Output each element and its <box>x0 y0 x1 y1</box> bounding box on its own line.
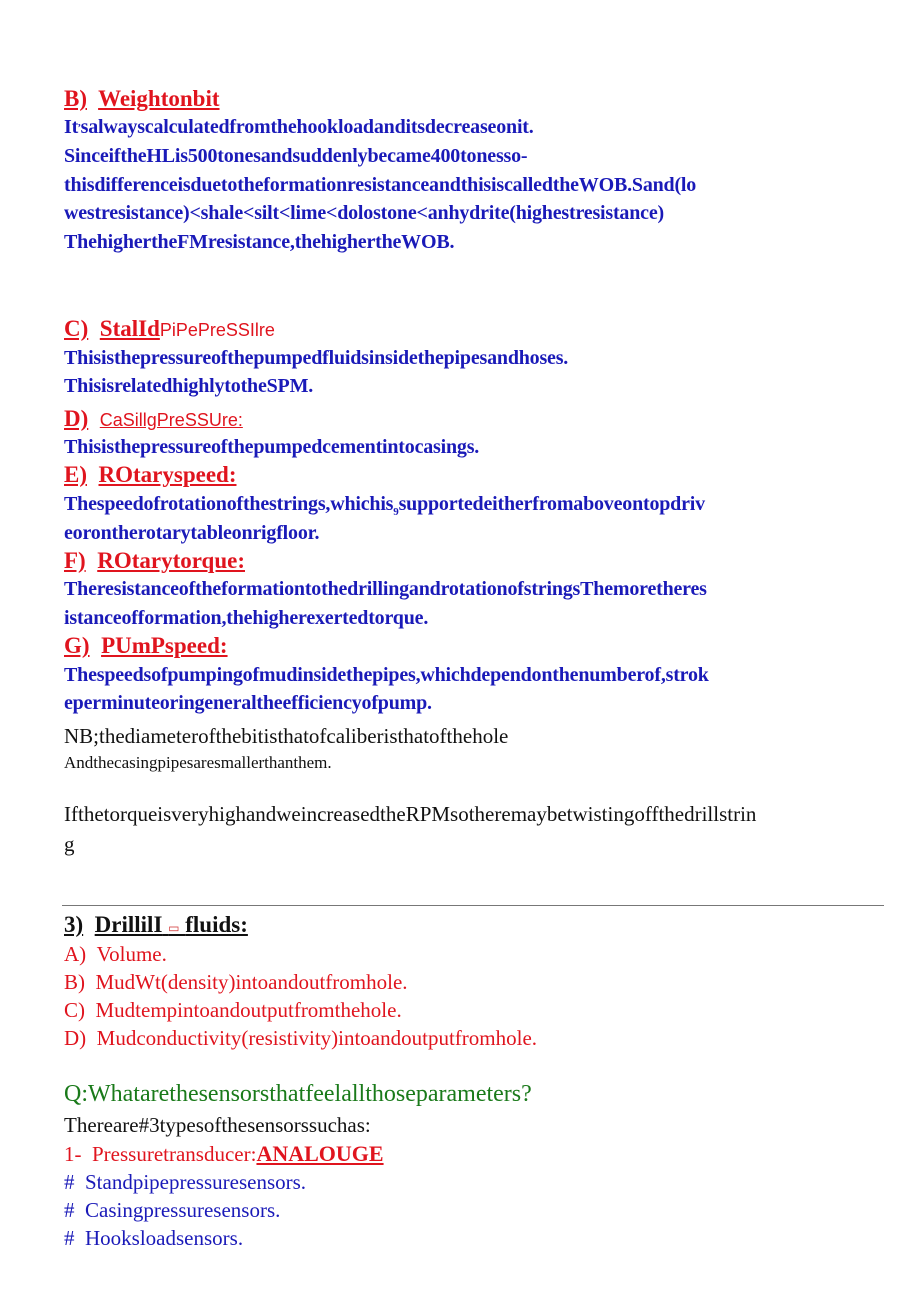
question-heading: Q:Whatarethesensorsthatfeelallthoseparameters? <box>64 1081 532 1107</box>
section-b-line-4: westresistance)<shale<silt<lime<dolostone<anhydrite(highestresistance) <box>64 202 664 224</box>
section-g-heading <box>64 633 228 659</box>
section-b-line-1: It,salwayscalculatedfromthehookloadanditsdecreaseonit. <box>64 116 534 138</box>
section-e-label: E) <box>64 462 87 487</box>
fluid-item-b: B) MudWt(density)intoandoutfromhole. <box>64 970 408 994</box>
section-d-heading <box>64 406 243 432</box>
section-c-title-b: PiPePreSSIlre <box>159 320 275 340</box>
section-g-line-1: Thespeedsofpumpingofmudinsidethepipes,whichdependonthenumberof,strok <box>64 664 709 686</box>
missing-glyph-icon: ▭ <box>168 921 180 935</box>
section-d-title: CaSillgPreSSUre: <box>99 410 243 430</box>
section-e-line-1: Thespeedofrotationofthestrings,whichis$_9$supportedeitherfromaboveontopdriv <box>64 493 705 518</box>
section-g-title: PUmPspeed: <box>101 633 228 658</box>
section-g-line-2: eperminuteoringeneraltheefficiencyofpump. <box>64 692 432 714</box>
section-3-title: DrillilI ▭ fluids: <box>94 912 248 937</box>
section-3-label: 3) <box>64 912 84 937</box>
section-b-line-5: ThehighertheFMresistance,thehighertheWOB. <box>64 231 455 253</box>
note-nb: NB;thediameterofthebitisthatofcaliberisthatofthehole <box>64 724 509 748</box>
sensor-bullet-1: # Standpipepressuresensors. <box>64 1170 307 1194</box>
section-c-line-1: Thisisthepressureofthepumpedfluidsinsidethepipesandhoses. <box>64 347 569 369</box>
section-c-line-2: ThisisrelatedhighlytotheSPM. <box>64 375 314 397</box>
sensor-type-1: 1- Pressuretransducer:ANALOUGE <box>64 1141 384 1166</box>
note-casing: Andthecasingpipesaresmallerthanthem. <box>64 753 332 772</box>
section-c-heading <box>64 316 275 342</box>
section-c-label: C) <box>64 316 89 341</box>
sensor-bullet-2: # Casingpressuresensors. <box>64 1198 281 1222</box>
section-e-heading <box>64 462 236 488</box>
section-b-line-2: SinceiftheHLis500tonesandsuddenlybecame400tonesso- <box>64 145 528 167</box>
analogue-tag: ANALOUGE <box>256 1141 384 1166</box>
section-b-line-3: thisdifferenceisduetotheformationresistanceandthisiscalledtheWOB.Sand(lo <box>64 174 697 196</box>
section-f-label: F) <box>64 548 86 573</box>
section-3-heading <box>64 912 248 938</box>
section-e-title: ROtaryspeed: <box>98 462 237 487</box>
section-f-heading <box>64 548 245 574</box>
fluid-item-d: D) Mudconductivity(resistivity)intoandoutputfromhole. <box>64 1026 538 1050</box>
section-b-title: Weightonbit <box>98 86 220 111</box>
section-d-line-1: Thisisthepressureofthepumpedcementintocasings. <box>64 436 480 458</box>
note-torque-line-2: g <box>64 832 75 856</box>
section-c-title-a: StalId <box>99 316 160 341</box>
sensor-bullet-3: # Hooksloadsensors. <box>64 1226 244 1250</box>
fluid-item-c: C) Mudtempintoandoutputfromthehole. <box>64 998 402 1022</box>
section-d-label: D) <box>64 406 89 431</box>
section-f-line-2: istanceofformation,thehigherexertedtorque. <box>64 607 429 629</box>
horizontal-divider <box>62 905 884 906</box>
section-b-label: B) <box>64 86 87 111</box>
section-b-heading <box>64 86 220 112</box>
question-intro: Thereare#3typesofthesensorssuchas: <box>64 1113 371 1137</box>
section-f-title: ROtarytorque: <box>97 548 245 573</box>
note-torque-line-1: IfthetorqueisveryhighandweincreasedtheRPMsotheremaybetwistingoffthedrillstrin <box>64 802 757 826</box>
fluid-item-a: A) Volume. <box>64 942 167 966</box>
section-f-line-1: TheresistanceoftheformationtothedrillingandrotationofstringsThemoretheres <box>64 578 707 600</box>
section-e-line-2: eorontherotarytableonrigfloor. <box>64 522 320 544</box>
section-g-label: G) <box>64 633 90 658</box>
